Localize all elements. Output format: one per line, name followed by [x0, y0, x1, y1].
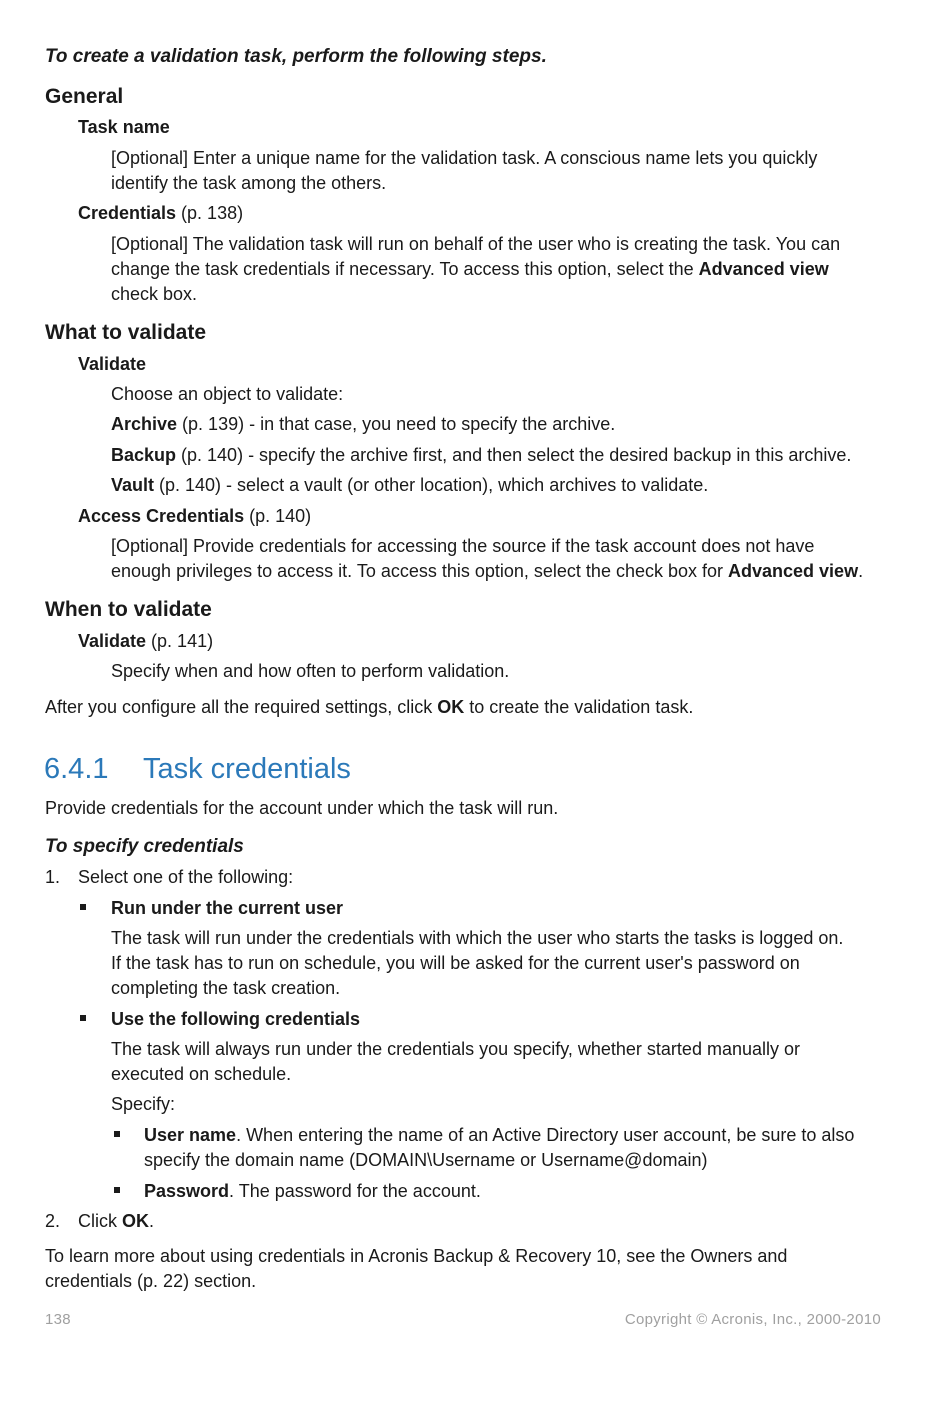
term-credentials: Credentials: [78, 203, 177, 223]
access-desc-2-period: .: [858, 561, 864, 581]
backup-text: (p. 140) - specify the archive first, and then select the desired backup in this archive.: [176, 445, 852, 465]
archive-text: (p. 139) - in that case, you need to specify the archive.: [177, 414, 616, 434]
term-archive: Archive: [111, 414, 178, 434]
heading-when-to-validate: When to validate: [45, 598, 212, 621]
option-following-credentials: Use the following credentials: [111, 1009, 361, 1029]
section-lead: Provide credentials for the account under which the task will run.: [45, 798, 559, 818]
task-name-desc-2: identify the task among the others.: [111, 173, 387, 193]
bullet-icon: [114, 1131, 120, 1137]
user-name-line-2: specify the domain name (DOMAIN\Username or Username@domain): [144, 1150, 708, 1170]
task-name-desc-1: [Optional] Enter a unique name for the validation task. A conscious name lets you quickly: [111, 148, 818, 168]
bullet-icon: [80, 1015, 86, 1021]
credentials-desc-2: [111, 257, 829, 282]
access-desc-1: [Optional] Provide credentials for accessing the source if the task account does not have: [111, 536, 815, 556]
advanced-view-term-2: Advanced view: [728, 561, 859, 581]
option-current-user-desc-2: If the task has to run on schedule, you will be asked for the current user's password on: [111, 953, 800, 973]
step-2-pre: Click: [78, 1211, 122, 1231]
option-following-desc-1: The task will always run under the credentials you specify, whether started manually or: [111, 1039, 800, 1059]
section-number: 6.4.1: [44, 753, 109, 785]
step-2-text: [78, 1209, 154, 1234]
when-validate-line: [78, 629, 213, 654]
credentials-desc-3: check box.: [111, 284, 198, 304]
when-validate-ref: (p. 141): [146, 631, 214, 651]
term-backup: Backup: [111, 445, 177, 465]
step-1-text: Select one of the following:: [78, 867, 294, 887]
vault-line: [111, 473, 708, 498]
after-text: After you configure all the required settings, click: [45, 697, 438, 717]
page-number: 138: [45, 1311, 71, 1328]
copyright: Copyright © Acronis, Inc., 2000-2010: [624, 1311, 881, 1328]
credentials-line: [78, 201, 243, 226]
option-current-user: Run under the current user: [111, 898, 344, 918]
archive-line: [111, 412, 615, 437]
option-current-user-desc-3: completing the task creation.: [111, 978, 341, 998]
term-vault: Vault: [111, 475, 155, 495]
vault-text: (p. 140) - select a vault (or other location), which archives to validate.: [154, 475, 709, 495]
ok-term: OK: [437, 697, 465, 717]
term-access-credentials: Access Credentials: [78, 506, 245, 526]
password-text: . The password for the account.: [229, 1181, 481, 1201]
bullet-icon: [114, 1187, 120, 1193]
heading-what-to-validate: What to validate: [45, 321, 207, 344]
section-heading: [44, 751, 351, 787]
step-2-number: 2.: [45, 1211, 61, 1231]
access-credentials-line: [78, 504, 311, 529]
when-desc: Specify when and how often to perform validation.: [111, 661, 510, 681]
access-desc-2: [111, 559, 863, 584]
section-title: Task credentials: [143, 753, 351, 785]
after-text-end: to create the validation task.: [464, 697, 694, 717]
user-name-line: [144, 1123, 854, 1148]
term-validate: Validate: [78, 354, 147, 374]
after-configure-line: [45, 695, 693, 720]
credentials-desc-1: [Optional] The validation task will run on behalf of the user who is creating the task. You can: [111, 234, 841, 254]
term-task-name: Task name: [78, 117, 170, 137]
bullet-icon: [80, 904, 86, 910]
user-name-text: . When entering the name of an Active Directory user account, be sure to also: [236, 1125, 855, 1145]
option-current-user-desc-1: The task will run under the credentials with which the user who starts the tasks is logged on.: [111, 928, 844, 948]
access-credentials-ref: (p. 140): [244, 506, 312, 526]
access-desc-2-text: enough privileges to access it. To access this option, select the check box for: [111, 561, 729, 581]
password-line: [144, 1179, 481, 1204]
step-1-number: 1.: [45, 867, 61, 887]
step-2-ok: OK: [122, 1211, 149, 1231]
option-following-desc-2: executed on schedule.: [111, 1064, 292, 1084]
procedure-title: To specify credentials: [45, 836, 244, 857]
learn-more-2: credentials (p. 22) section.: [45, 1271, 257, 1291]
specify-label: Specify:: [111, 1094, 176, 1114]
term-password: Password: [144, 1181, 230, 1201]
step-2-post: .: [149, 1211, 155, 1231]
heading-general: General: [45, 85, 124, 108]
validate-choose: Choose an object to validate:: [111, 384, 344, 404]
term-validate-when: Validate: [78, 631, 147, 651]
backup-line: [111, 443, 851, 468]
term-user-name: User name: [144, 1125, 237, 1145]
learn-more-1: To learn more about using credentials in Acronis Backup & Recovery 10, see the Owners and: [45, 1246, 788, 1266]
credentials-desc-2-text: change the task credentials if necessary. To access this option, select the: [111, 259, 699, 279]
credentials-ref: (p. 138): [176, 203, 244, 223]
intro-line: To create a validation task, perform the following steps.: [45, 46, 547, 67]
advanced-view-term: Advanced view: [698, 259, 829, 279]
